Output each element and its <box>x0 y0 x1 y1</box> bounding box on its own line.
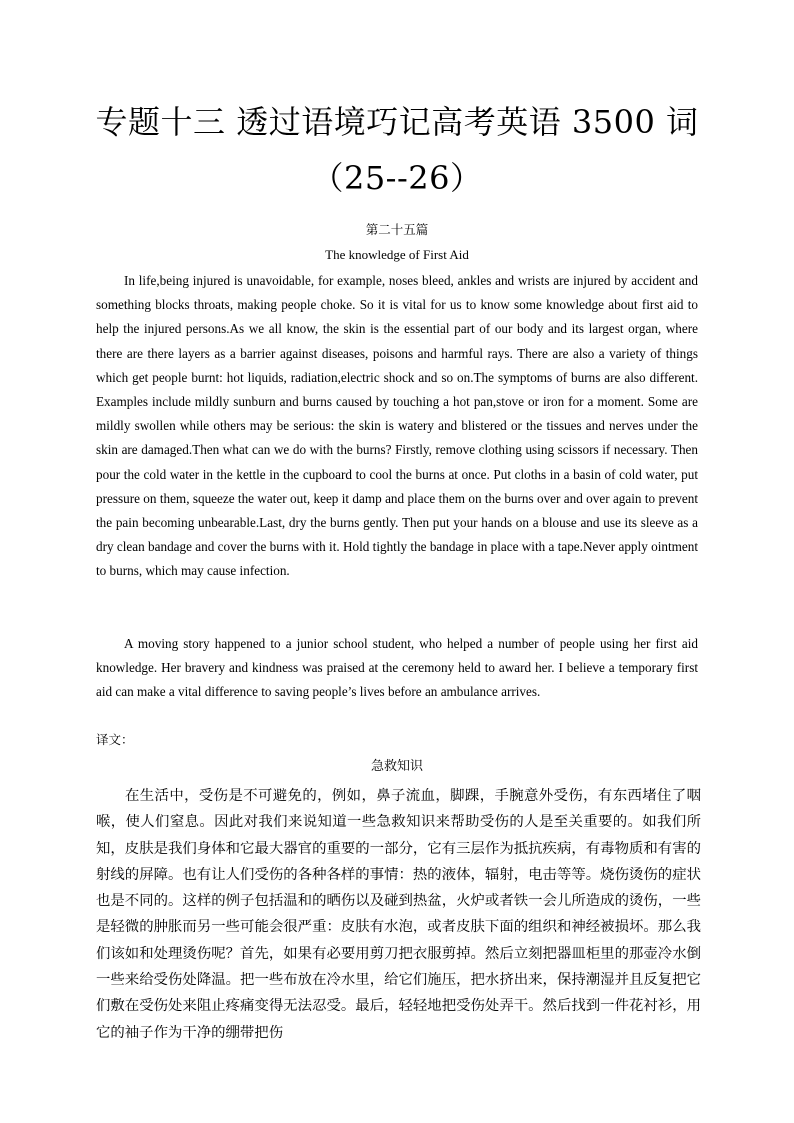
translation-label: 译文： <box>96 732 134 747</box>
translation-paragraph: 在生活中，受伤是不可避免的，例如，鼻子流血，脚踝，手腕意外受伤，有东西堵住了咽喉，使人们窒息。因此对我们来说知道一些急救知识来帮助受伤的人是至关重要的。如我们所知，皮肤是我们身体和它最大器官的重要的一部分，它有三层作为抵抗疾病，有毒物质和有害的射线的屏障。也有让人们受伤的各种各样的事情：热的液体，辐射，电击等等。烧伤烫伤的症状也是不同的。这样的例子包括温和的晒伤以及碰到热盆，火炉或者铁一会儿所造成的烫伤，一些是轻微的肿胀而另一些可能会很严重：皮肤有水泡，或者皮肤下面的组织和神经被损坏。那么我们该如和处理烫伤呢？首先，如果有必要用剪刀把衣服剪掉。然后立刻把器皿柜里的那壶冷水倒一些来给受伤处降温。把一些布放在冷水里，给它们施压，把水挤出来，保持潮湿并且反复把它们敷在受伤处来阻止疼痛变得无法忍受。最后，轻轻地把受伤处弄干。然后找到一件花衬衫，用它的袖子作为干净的绷带把伤 <box>96 788 701 1041</box>
article-paragraph-1: In life,being injured is unavoidable, for example, noses bleed, ankles and wrists are injured by accident and something blocks throats, making people choke. So it is vital for us to know some knowledge about first aid to help the injured persons.As we all know, the skin is the essential part of our body and its largest organ, where there are there layers as a barrier against diseases, poisons and harmful rays. There are also a variety of things which get people burnt: hot liquids, radiation,electric shock and so on.The symptoms of burns are also different. Examples include mildly sunburn and burns caused by touching a hot pan,stove or iron for a moment. Some are mildly swollen while others may be serious: the skin is watery and blistered or the tissues and nerves under the skin are damaged.Then what can we do with the burns? Firstly, remove clothing using scissors if necessary. Then pour the cold water in the kettle in the cupboard to cool the burns at once. Put cloths in a basin of cold water, put pressure on them, squeeze the water out, keep it damp and place them on the burns over and over again to prevent the pain becoming unbearable.Last, dry the burns gently. Then put your hands on a blouse and use its sleeve as a dry clean bandage and cover the burns with it. Hold tightly the bandage in place with a tape.Never apply ointment to burns, which may cause infection. <box>96 273 698 579</box>
article-paragraph-2: A moving story happened to a junior school student, who helped a number of people using her first aid knowledge. Her bravery and kindness was praised at the ceremony held to award her. I believe a temporary first aid can make a vital difference to saving people’s lives before an ambulance arrives. <box>96 636 698 700</box>
article-number: 第二十五篇 <box>365 222 429 237</box>
document-title: 专题十三 透过语境巧记高考英语 3500 词 <box>95 103 699 141</box>
translation-heading: 急救知识 <box>370 759 423 774</box>
document-subtitle: （25--26） <box>311 159 483 197</box>
article-heading: The knowledge of First Aid <box>325 247 469 262</box>
